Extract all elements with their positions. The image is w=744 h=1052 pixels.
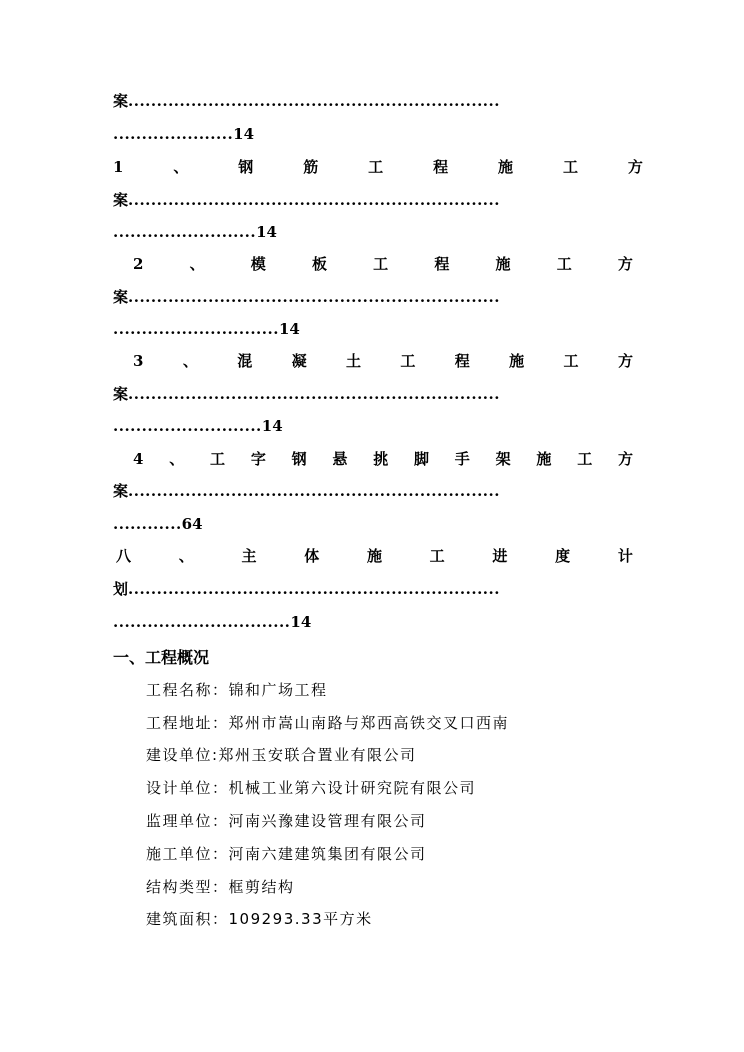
toc-title-char: 、 [173, 158, 189, 176]
toc-title-char: 、 [189, 255, 205, 273]
toc-leader-dots: ............ [113, 515, 182, 533]
toc-leader-dots: ................................................................. [128, 191, 500, 209]
toc-title-char: 主 [241, 547, 257, 565]
structure-type: 结构类型：框剪结构 [146, 878, 295, 896]
toc-title-char: 工 [577, 450, 593, 468]
toc-title-char: 钢 [291, 450, 307, 468]
toc-entry-4-title[interactable] [133, 446, 633, 472]
toc-entry-tail-char: 案 [113, 92, 129, 110]
toc-entry-tail-char: 案 [113, 482, 129, 500]
toc-title-char: 工 [210, 450, 226, 468]
toc-entry-1-title[interactable] [113, 154, 643, 180]
toc-title-char: 脚 [414, 450, 430, 468]
construction-unit: 建设单位:郑州玉安联合置业有限公司 [146, 746, 417, 764]
toc-title-char: 筋 [303, 158, 319, 176]
toc-page-number: 14 [290, 613, 312, 631]
toc-entry-5-title[interactable] [116, 543, 633, 569]
toc-title-char: 挑 [373, 450, 389, 468]
toc-leader-dots: ..................... [113, 125, 234, 143]
toc-title-char: 工 [400, 352, 416, 370]
toc-title-char: 工 [562, 158, 578, 176]
toc-entry-3-title[interactable] [133, 348, 633, 374]
toc-page-number: 14 [261, 417, 283, 435]
toc-title-char: 施 [366, 547, 382, 565]
supervision-unit: 监理单位：河南兴豫建设管理有限公司 [146, 812, 427, 830]
toc-title-char: 施 [509, 352, 525, 370]
toc-title-char: 计 [617, 547, 633, 565]
contractor-unit: 施工单位：河南六建建筑集团有限公司 [146, 845, 427, 863]
toc-title-char: 土 [345, 352, 361, 370]
toc-title-char: 工 [429, 547, 445, 565]
toc-title-char: 程 [454, 352, 470, 370]
toc-leader-dots: ................................................................. [128, 92, 500, 110]
project-address: 工程地址：郑州市嵩山南路与郑西高铁交叉口西南 [146, 714, 510, 732]
toc-entry-4-line-3[interactable] [113, 511, 643, 537]
toc-leader-dots: ................................................................. [128, 385, 500, 403]
toc-title-char: 凝 [291, 352, 307, 370]
toc-title-char: 板 [311, 255, 327, 273]
toc-page-number: 14 [256, 223, 277, 241]
toc-entry-0-line-2[interactable] [113, 121, 643, 147]
toc-leader-dots: ............................. [113, 320, 279, 338]
toc-leader-dots: .......................... [113, 417, 262, 435]
toc-title-char: 手 [454, 450, 470, 468]
toc-title-char: 方 [617, 255, 633, 273]
toc-title-char: 模 [250, 255, 266, 273]
design-unit: 设计单位：机械工业第六设计研究院有限公司 [146, 779, 477, 797]
toc-title-char: 混 [237, 352, 253, 370]
toc-title-char: 架 [495, 450, 511, 468]
toc-page-number: 14 [233, 125, 255, 143]
toc-entry-tail-char: 案 [113, 191, 129, 209]
building-area: 建筑面积：109293.33平方米 [146, 910, 373, 928]
toc-title-char: 4 [133, 450, 144, 468]
toc-title-char: 钢 [238, 158, 254, 176]
toc-title-char: 进 [492, 547, 508, 565]
toc-title-char: 1 [113, 158, 124, 176]
toc-title-char: 3 [133, 352, 144, 370]
toc-title-char: 、 [169, 450, 185, 468]
toc-title-char: 方 [617, 450, 633, 468]
toc-entry-1-line-2[interactable] [113, 187, 643, 213]
toc-leader-dots: ................................................................. [128, 482, 500, 500]
toc-title-char: 工 [368, 158, 384, 176]
section-heading: 一、工程概况 [113, 648, 210, 667]
toc-title-char: 、 [182, 352, 198, 370]
toc-entry-tail-char: 案 [113, 288, 129, 306]
toc-title-char: 施 [498, 158, 514, 176]
toc-title-char: 方 [627, 158, 643, 176]
toc-title-char: 方 [617, 352, 633, 370]
toc-leader-dots: ................................................................. [128, 580, 500, 598]
project-name: 工程名称：锦和广场工程 [146, 681, 328, 699]
toc-entry-tail-char: 案 [113, 385, 129, 403]
toc-page-number: 64 [181, 515, 203, 533]
toc-entry-5-line-3[interactable] [113, 609, 643, 635]
toc-title-char: 程 [434, 255, 450, 273]
toc-entry-4-line-2[interactable] [113, 478, 643, 504]
toc-leader-dots: ................................................................. [128, 288, 500, 306]
toc-title-char: 八 [116, 547, 132, 565]
toc-title-char: 程 [433, 158, 449, 176]
toc-title-char: 字 [250, 450, 266, 468]
toc-title-char: 悬 [332, 450, 348, 468]
toc-page-number: 14 [278, 320, 300, 338]
toc-entry-3-line-3[interactable] [113, 413, 643, 439]
toc-title-char: 2 [133, 255, 144, 273]
toc-title-char: 施 [536, 450, 552, 468]
toc-entry-5-line-2[interactable] [113, 576, 643, 602]
toc-title-char: 、 [178, 547, 194, 565]
toc-title-char: 施 [495, 255, 511, 273]
toc-entry-tail-char: 划 [113, 580, 129, 598]
toc-entry-2-line-2[interactable] [113, 284, 643, 310]
toc-title-char: 度 [555, 547, 571, 565]
toc-leader-dots: ............................... [113, 613, 291, 631]
toc-entry-1-line-3[interactable] [113, 219, 643, 245]
toc-title-char: 体 [304, 547, 320, 565]
toc-entry-0-line-1[interactable] [113, 88, 643, 114]
toc-title-char: 工 [373, 255, 389, 273]
toc-title-char: 工 [563, 352, 579, 370]
toc-entry-2-line-3[interactable] [113, 316, 643, 342]
toc-leader-dots: ......................... [113, 223, 257, 241]
toc-entry-2-title[interactable] [133, 251, 633, 277]
toc-title-char: 工 [556, 255, 572, 273]
toc-entry-3-line-2[interactable] [113, 381, 643, 407]
